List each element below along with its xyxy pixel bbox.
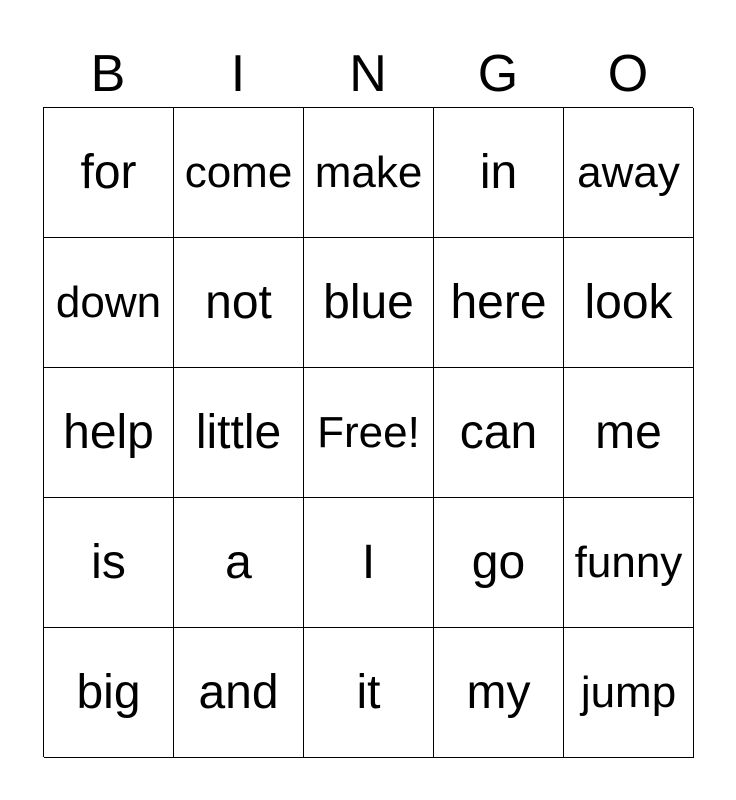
bingo-header: [43, 42, 693, 106]
free-space-cell[interactable]: Free!: [304, 368, 434, 498]
header-letter-n: N: [349, 45, 387, 103]
bingo-cell[interactable]: go: [434, 498, 564, 628]
bingo-cell[interactable]: blue: [304, 238, 434, 368]
bingo-cell[interactable]: help: [44, 368, 174, 498]
bingo-cell[interactable]: and: [174, 628, 304, 758]
bingo-cell[interactable]: jump: [564, 628, 694, 758]
bingo-cell[interactable]: look: [564, 238, 694, 368]
bingo-cell[interactable]: little: [174, 368, 304, 498]
bingo-cell[interactable]: can: [434, 368, 564, 498]
bingo-board: [43, 107, 693, 757]
bingo-cell[interactable]: me: [564, 368, 694, 498]
bingo-cell[interactable]: here: [434, 238, 564, 368]
bingo-cell[interactable]: it: [304, 628, 434, 758]
bingo-cell[interactable]: down: [44, 238, 174, 368]
bingo-cell[interactable]: in: [434, 108, 564, 238]
bingo-cell[interactable]: come: [174, 108, 304, 238]
bingo-cell[interactable]: not: [174, 238, 304, 368]
bingo-cell[interactable]: make: [304, 108, 434, 238]
bingo-cell[interactable]: I: [304, 498, 434, 628]
bingo-cell[interactable]: is: [44, 498, 174, 628]
header-letter-i: I: [230, 45, 246, 103]
bingo-cell[interactable]: away: [564, 108, 694, 238]
header-letter-g: G: [477, 45, 519, 103]
header-letter-o: O: [607, 45, 649, 103]
header-letter-b: B: [90, 45, 126, 103]
bingo-cell[interactable]: big: [44, 628, 174, 758]
bingo-cell[interactable]: funny: [564, 498, 694, 628]
bingo-cell[interactable]: a: [174, 498, 304, 628]
bingo-cell[interactable]: for: [44, 108, 174, 238]
bingo-cell[interactable]: my: [434, 628, 564, 758]
